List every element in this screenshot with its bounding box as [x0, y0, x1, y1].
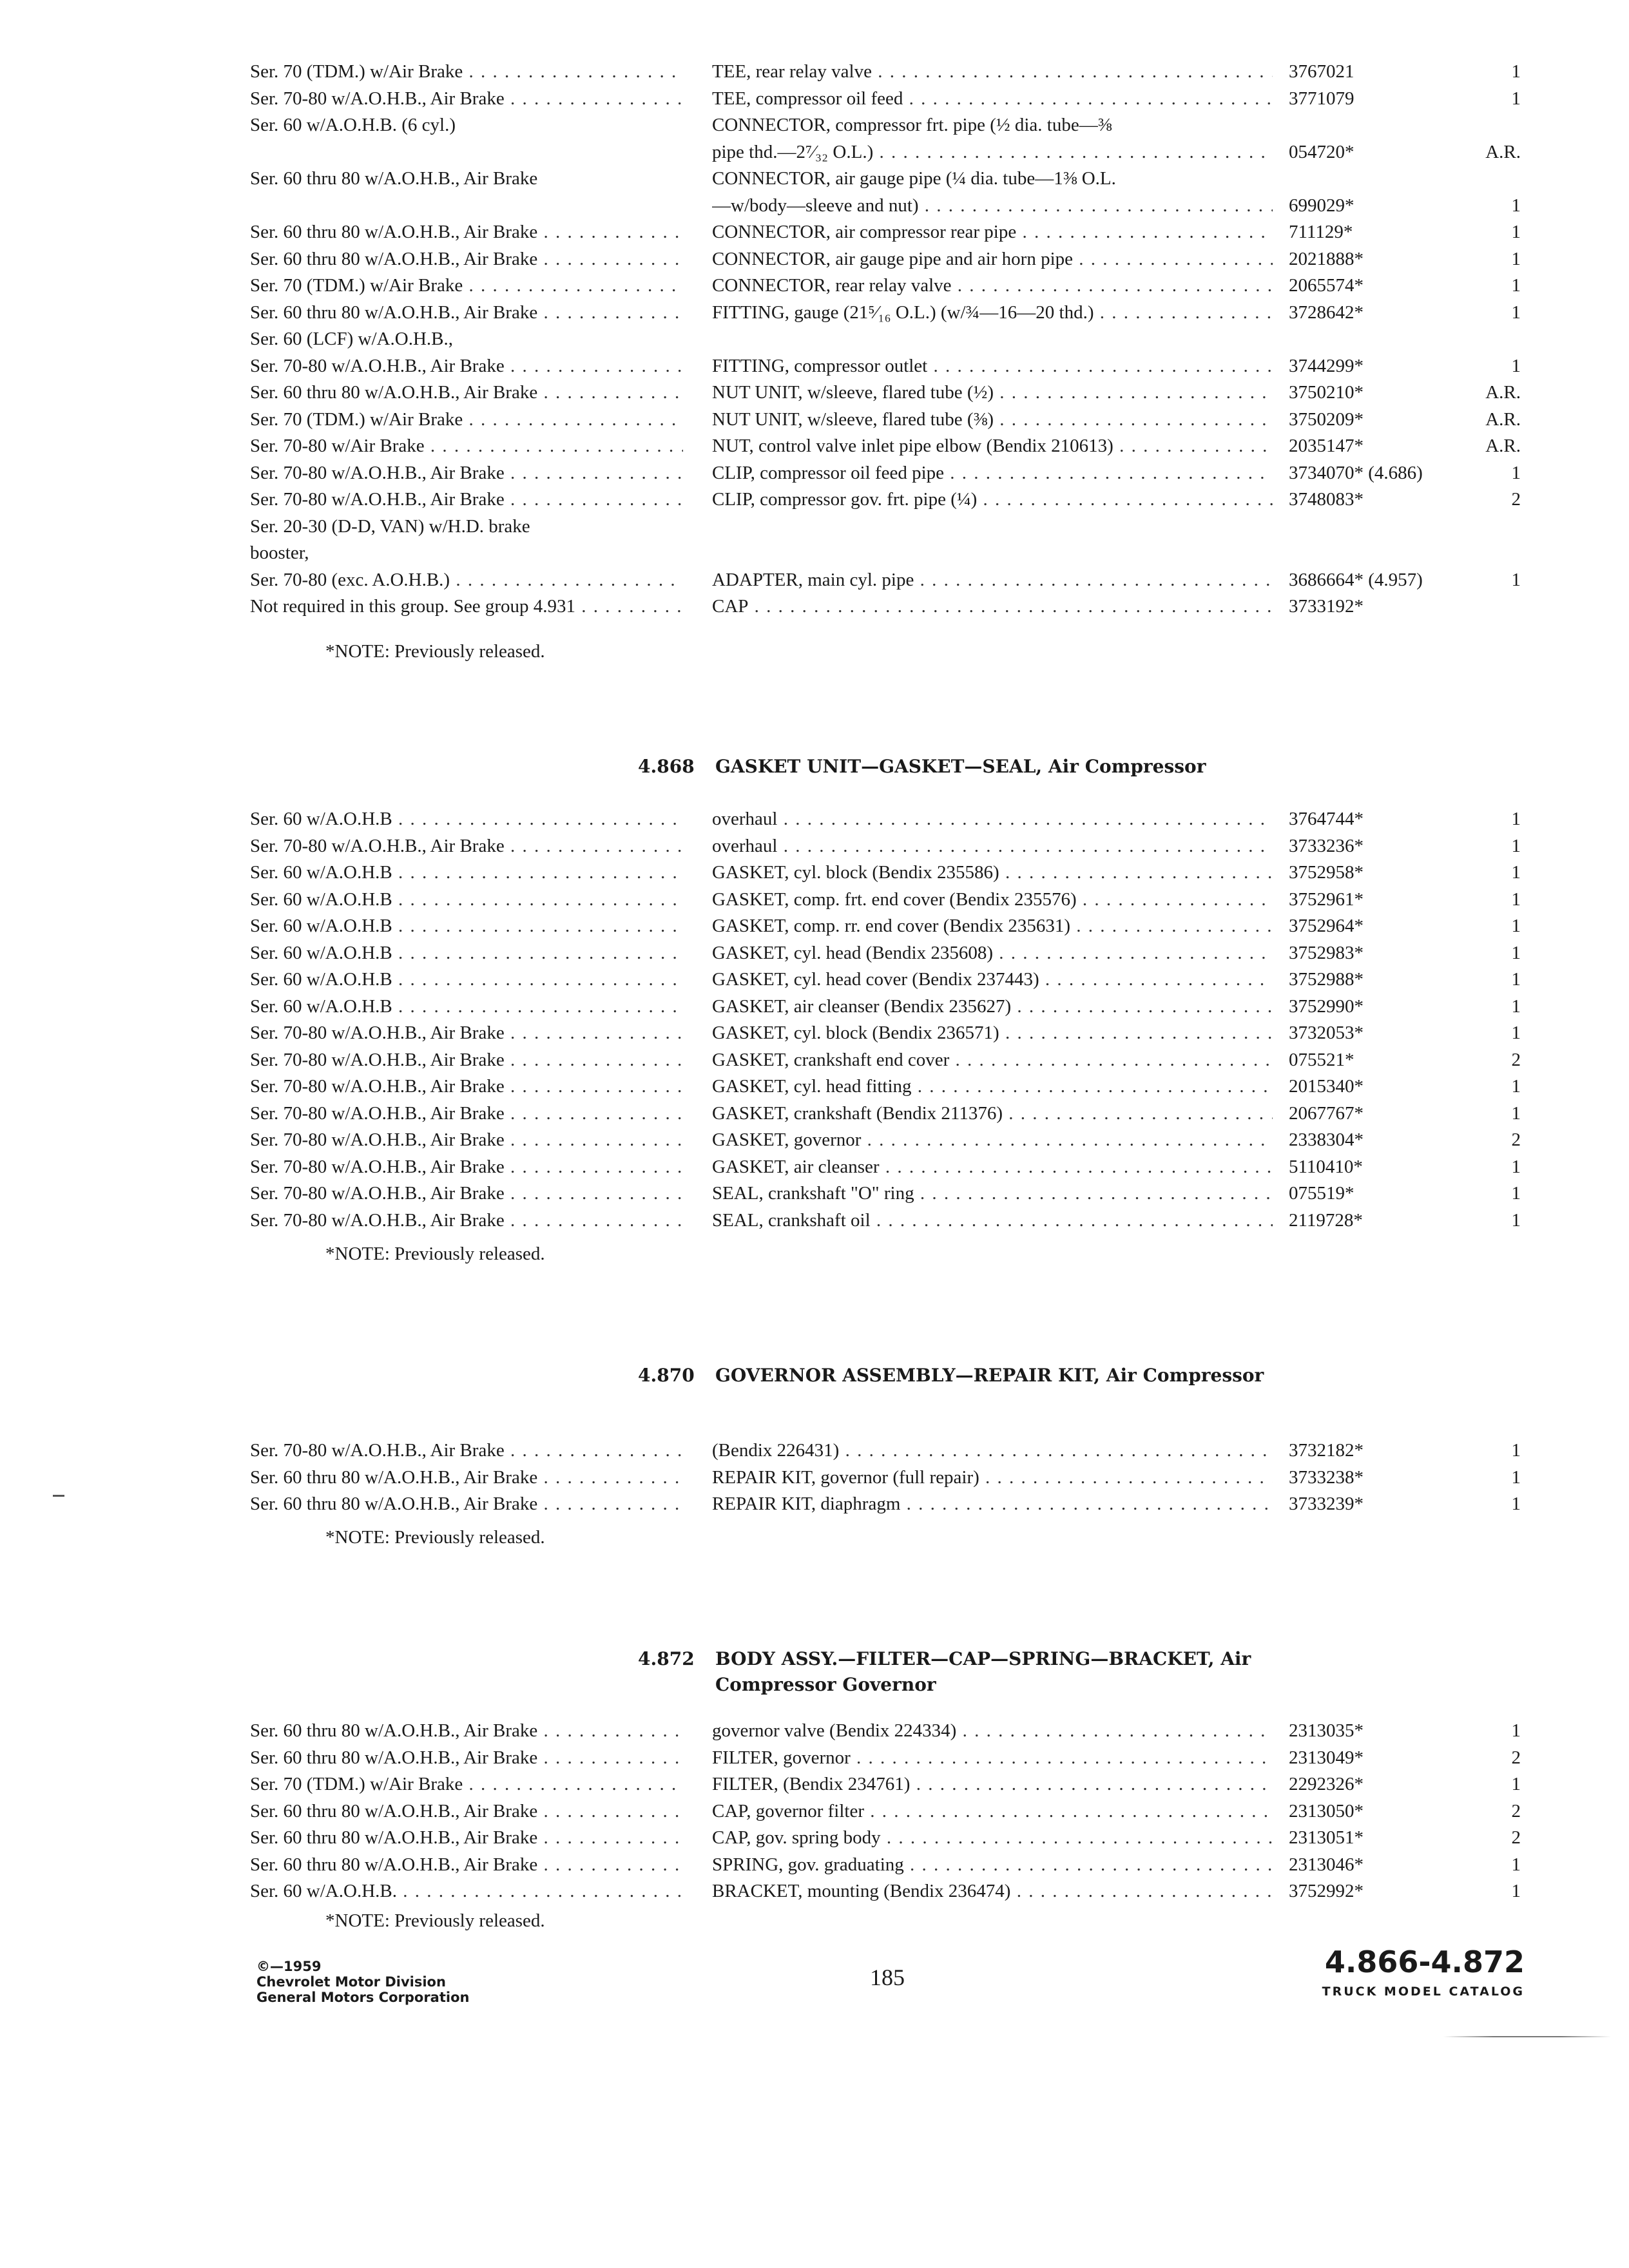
part-number: 3734070* (4.686)	[1289, 463, 1423, 483]
part-number: 3752988*	[1289, 969, 1364, 990]
catalog-title: TRUCK MODEL CATALOG	[1322, 1984, 1525, 1999]
parts-row	[0, 58, 1629, 85]
applicability: Ser. 70-80 w/A.O.H.B., Air Brake . . .	[250, 832, 683, 860]
previously-released-note: *NOTE: Previously released.	[325, 1527, 545, 1548]
quantity: 1	[1511, 969, 1521, 990]
part-description: TEE, rear relay valve . . .	[712, 58, 1273, 85]
applicability: Ser. 70 (TDM.) w/Air Brake . . .	[250, 406, 683, 433]
applicability: Ser. 70-80 w/A.O.H.B., Air Brake . . .	[250, 1207, 683, 1234]
part-description: CLIP, compressor gov. frt. pipe (¼) . . .	[712, 486, 1273, 513]
applicability: Ser. 70-80 w/A.O.H.B., Air Brake . . .	[250, 1126, 683, 1153]
quantity: 1	[1511, 809, 1521, 829]
part-description: governor valve (Bendix 224334) . . .	[712, 1717, 1273, 1744]
parts-row	[0, 85, 1629, 112]
applicability: Ser. 70-80 w/A.O.H.B., Air Brake . . .	[250, 1100, 683, 1127]
part-description: CONNECTOR, rear relay valve . . .	[712, 272, 1273, 299]
parts-row	[0, 805, 1629, 832]
applicability: Ser. 60 thru 80 w/A.O.H.B., Air Brake . . .	[250, 379, 683, 406]
part-number: 3744299*	[1289, 356, 1364, 376]
part-description: CONNECTOR, air compressor rear pipe . . .	[712, 218, 1273, 245]
applicability: Ser. 70 (TDM.) w/Air Brake . . .	[250, 272, 683, 299]
parts-row	[0, 1744, 1629, 1771]
part-number: 2021888*	[1289, 249, 1364, 269]
part-description: FITTING, compressor outlet . . .	[712, 352, 1273, 380]
part-number: 3752961*	[1289, 889, 1364, 910]
applicability: Ser. 70-80 w/Air Brake . . .	[250, 432, 683, 459]
parts-row	[0, 139, 1629, 166]
part-description: TEE, compressor oil feed . . .	[712, 85, 1273, 112]
quantity: 1	[1511, 222, 1521, 242]
section-number: 4.870	[638, 1365, 695, 1386]
part-description: NUT UNIT, w/sleeve, flared tube (⅜) . . .	[712, 406, 1273, 433]
part-description: ADAPTER, main cyl. pipe . . .	[712, 566, 1273, 593]
parts-row	[0, 1100, 1629, 1127]
applicability: Ser. 60 w/A.O.H.B . . .	[250, 805, 683, 832]
part-number: 2292326*	[1289, 1774, 1364, 1794]
part-description: GASKET, comp. rr. end cover (Bendix 235631) . . .	[712, 912, 1273, 939]
applicability: Ser. 60 thru 80 w/A.O.H.B., Air Brake . . .	[250, 1798, 683, 1825]
parts-row	[0, 111, 1629, 139]
parts-row	[0, 1878, 1629, 1905]
applicability: Ser. 70-80 w/A.O.H.B., Air Brake . . .	[250, 352, 683, 380]
group-range: 4.866-4.872	[1324, 1945, 1525, 1979]
part-description: —w/body—sleeve and nut) . . .	[712, 192, 1273, 219]
applicability: Ser. 60 w/A.O.H.B. (6 cyl.)	[250, 115, 456, 135]
part-description: FILTER, (Bendix 234761) . . .	[712, 1771, 1273, 1798]
part-description: GASKET, air cleanser (Bendix 235627) . . .	[712, 993, 1273, 1020]
part-description: CONNECTOR, air gauge pipe and air horn pipe . . .	[712, 245, 1273, 273]
part-description: pipe thd.—2⁷⁄₃₂ O.L.) . . .	[712, 139, 1273, 166]
previously-released-note: *NOTE: Previously released.	[325, 1910, 545, 1931]
applicability: Ser. 70-80 w/A.O.H.B., Air Brake . . .	[250, 85, 683, 112]
applicability: Ser. 60 thru 80 w/A.O.H.B., Air Brake . . .	[250, 245, 683, 273]
part-description: GASKET, crankshaft end cover . . .	[712, 1046, 1273, 1073]
applicability: Ser. 70-80 w/A.O.H.B., Air Brake . . .	[250, 1180, 683, 1207]
part-description: FILTER, governor . . .	[712, 1744, 1273, 1771]
parts-row	[0, 1490, 1629, 1517]
part-description: GASKET, cyl. block (Bendix 235586) . . .	[712, 859, 1273, 886]
quantity: 1	[1511, 943, 1521, 963]
part-description: (Bendix 226431) . . .	[712, 1437, 1273, 1464]
applicability: Ser. 70-80 w/A.O.H.B., Air Brake . . .	[250, 486, 683, 513]
applicability: Ser. 70-80 w/A.O.H.B., Air Brake . . .	[250, 1019, 683, 1046]
applicability: Ser. 60 w/A.O.H.B . . .	[250, 859, 683, 886]
part-number: 2119728*	[1289, 1210, 1363, 1231]
section-title: BODY ASSY.—FILTER—CAP—SPRING—BRACKET, Air Compressor Governor	[715, 1648, 1251, 1695]
parts-row	[0, 352, 1629, 380]
part-number: 699029*	[1289, 195, 1354, 216]
applicability: Ser. 60 w/A.O.H.B. . . .	[250, 1878, 683, 1905]
parts-row	[0, 165, 1629, 192]
part-number: 3752964*	[1289, 916, 1364, 936]
parts-row	[0, 486, 1629, 513]
section-number: 4.868	[638, 756, 695, 777]
part-number: 3752992*	[1289, 1881, 1364, 1901]
quantity: 1	[1511, 1720, 1521, 1741]
applicability: Ser. 60 thru 80 w/A.O.H.B., Air Brake . . .	[250, 1851, 683, 1878]
part-number: 3733192*	[1289, 596, 1364, 617]
parts-row	[0, 272, 1629, 299]
quantity: 1	[1511, 916, 1521, 936]
parts-row	[0, 539, 1629, 566]
quantity: 1	[1511, 302, 1521, 323]
quantity: 1	[1511, 249, 1521, 269]
quantity: 2	[1511, 1050, 1521, 1070]
quantity: A.R.	[1485, 436, 1521, 456]
parts-row	[0, 299, 1629, 326]
part-number: 3686664* (4.957)	[1289, 570, 1423, 590]
part-number: 3732182*	[1289, 1440, 1364, 1461]
part-number: 711129*	[1289, 222, 1353, 242]
parts-row	[0, 993, 1629, 1020]
applicability: Ser. 70 (TDM.) w/Air Brake . . .	[250, 1771, 683, 1798]
part-description: GASKET, cyl. head fitting . . .	[712, 1073, 1273, 1100]
part-number: 2338304*	[1289, 1129, 1364, 1150]
applicability: Ser. 70 (TDM.) w/Air Brake . . .	[250, 58, 683, 85]
quantity: 1	[1511, 1854, 1521, 1875]
parts-row	[0, 192, 1629, 219]
quantity: 1	[1511, 570, 1521, 590]
page-number: 185	[870, 1965, 905, 1990]
quantity: 2	[1511, 1827, 1521, 1848]
quantity: 1	[1511, 836, 1521, 856]
part-number: 2313046*	[1289, 1854, 1364, 1875]
copyright-year: ©—1959	[256, 1959, 322, 1974]
part-description: CONNECTOR, air gauge pipe (¼ dia. tube—1⅜ O.L.	[712, 168, 1116, 189]
part-number: 3733238*	[1289, 1467, 1364, 1488]
quantity: 2	[1511, 1747, 1521, 1768]
part-number: 2035147*	[1289, 436, 1364, 456]
parts-row	[0, 1126, 1629, 1153]
part-description: CAP, governor filter . . .	[712, 1798, 1273, 1825]
parts-row	[0, 1464, 1629, 1491]
part-description: REPAIR KIT, diaphragm . . .	[712, 1490, 1273, 1517]
copyright-block	[256, 1959, 469, 2005]
quantity: 1	[1511, 275, 1521, 296]
part-description: BRACKET, mounting (Bendix 236474) . . .	[712, 1878, 1273, 1905]
parts-row	[0, 1073, 1629, 1100]
parts-row	[0, 939, 1629, 966]
part-number: 054720*	[1289, 142, 1354, 162]
part-number: 5110410*	[1289, 1157, 1363, 1177]
parts-row	[0, 1019, 1629, 1046]
applicability: Ser. 60 thru 80 w/A.O.H.B., Air Brake . . .	[250, 1490, 683, 1517]
section-title: GASKET UNIT—GASKET—SEAL, Air Compressor	[715, 756, 1206, 777]
parts-row	[0, 432, 1629, 459]
part-number: 2313035*	[1289, 1720, 1364, 1741]
quantity: 1	[1511, 195, 1521, 216]
parts-row	[0, 1180, 1629, 1207]
quantity: 1	[1511, 356, 1521, 376]
applicability: booster,	[250, 543, 309, 563]
part-number: 3728642*	[1289, 302, 1364, 323]
part-number: 3771079	[1289, 88, 1354, 109]
parts-row	[0, 1046, 1629, 1073]
part-number: 3764744*	[1289, 809, 1364, 829]
quantity: 1	[1511, 1076, 1521, 1097]
parts-row	[0, 406, 1629, 433]
quantity: 1	[1511, 1210, 1521, 1231]
part-description: REPAIR KIT, governor (full repair) . . .	[712, 1464, 1273, 1491]
applicability: Ser. 60 thru 80 w/A.O.H.B., Air Brake . . .	[250, 1464, 683, 1491]
part-description: CAP, gov. spring body . . .	[712, 1824, 1273, 1851]
applicability: Ser. 60 w/A.O.H.B . . .	[250, 912, 683, 939]
parts-row	[0, 1207, 1629, 1234]
quantity: 1	[1511, 889, 1521, 910]
parts-row	[0, 912, 1629, 939]
applicability: Ser. 70-80 (exc. A.O.H.B.) . . .	[250, 566, 683, 593]
part-number: 075519*	[1289, 1183, 1354, 1204]
applicability: Ser. 60 thru 80 w/A.O.H.B., Air Brake . . .	[250, 1824, 683, 1851]
part-number: 3750209*	[1289, 409, 1364, 430]
part-description: FITTING, gauge (21⁵⁄₁₆ O.L.) (w/¾—16—20 thd.) . . .	[712, 299, 1273, 326]
applicability: Ser. 70-80 w/A.O.H.B., Air Brake . . .	[250, 1046, 683, 1073]
parts-row	[0, 245, 1629, 273]
applicability: Ser. 60 (LCF) w/A.O.H.B.,	[250, 329, 453, 349]
quantity: A.R.	[1485, 382, 1521, 403]
part-number: 2313049*	[1289, 1747, 1364, 1768]
quantity: 1	[1511, 463, 1521, 483]
quantity: A.R.	[1485, 142, 1521, 162]
part-number: 3767021	[1289, 61, 1354, 82]
part-number: 2015340*	[1289, 1076, 1364, 1097]
part-description: GASKET, governor . . .	[712, 1126, 1273, 1153]
scan-edge-mark	[53, 1495, 64, 1497]
publisher-corporation: General Motors Corporation	[256, 1990, 470, 2005]
part-description: GASKET, cyl. head cover (Bendix 237443) . . .	[712, 966, 1273, 993]
parts-row	[0, 1437, 1629, 1464]
part-number: 3733236*	[1289, 836, 1364, 856]
parts-row	[0, 513, 1629, 540]
part-description: SPRING, gov. graduating . . .	[712, 1851, 1273, 1878]
part-description: SEAL, crankshaft oil . . .	[712, 1207, 1273, 1234]
applicability: Ser. 70-80 w/A.O.H.B., Air Brake . . .	[250, 1437, 683, 1464]
parts-row	[0, 1851, 1629, 1878]
applicability: Not required in this group. See group 4.931 . . .	[250, 593, 683, 620]
scan-edge-line	[1443, 2036, 1611, 2037]
part-description: CAP . . .	[712, 593, 1273, 620]
quantity: 2	[1511, 1801, 1521, 1821]
parts-row	[0, 1798, 1629, 1825]
applicability: Ser. 60 thru 80 w/A.O.H.B., Air Brake . . .	[250, 1717, 683, 1744]
parts-row	[0, 1717, 1629, 1744]
quantity: 1	[1511, 1023, 1521, 1043]
part-number: 2313051*	[1289, 1827, 1364, 1848]
part-number: 3752958*	[1289, 862, 1364, 883]
quantity: 1	[1511, 1103, 1521, 1124]
applicability: Ser. 20-30 (D-D, VAN) w/H.D. brake	[250, 516, 530, 537]
quantity: 1	[1511, 1157, 1521, 1177]
parts-row	[0, 325, 1629, 352]
parts-row	[0, 1771, 1629, 1798]
quantity: 1	[1511, 61, 1521, 82]
parts-row	[0, 566, 1629, 593]
previously-released-note: *NOTE: Previously released.	[325, 641, 545, 662]
part-number: 3733239*	[1289, 1494, 1364, 1514]
quantity: 1	[1511, 1440, 1521, 1461]
part-number: 3752990*	[1289, 996, 1364, 1017]
part-description: CLIP, compressor oil feed pipe . . .	[712, 459, 1273, 486]
quantity: 1	[1511, 88, 1521, 109]
quantity: A.R.	[1485, 409, 1521, 430]
part-number: 3732053*	[1289, 1023, 1364, 1043]
section-title: GOVERNOR ASSEMBLY—REPAIR KIT, Air Compressor	[715, 1365, 1264, 1386]
part-description: GASKET, crankshaft (Bendix 211376) . . .	[712, 1100, 1273, 1127]
part-number: 3748083*	[1289, 489, 1364, 510]
applicability: Ser. 60 thru 80 w/A.O.H.B., Air Brake . . .	[250, 218, 683, 245]
part-description: GASKET, cyl. head (Bendix 235608) . . .	[712, 939, 1273, 966]
previously-released-note: *NOTE: Previously released.	[325, 1244, 545, 1264]
quantity: 1	[1511, 1467, 1521, 1488]
part-number: 2065574*	[1289, 275, 1364, 296]
part-description: GASKET, cyl. block (Bendix 236571) . . .	[712, 1019, 1273, 1046]
part-description: CONNECTOR, compressor frt. pipe (½ dia. tube—⅜	[712, 115, 1112, 135]
part-description: overhaul . . .	[712, 805, 1273, 832]
part-description: GASKET, comp. frt. end cover (Bendix 235576) . . .	[712, 886, 1273, 913]
applicability: Ser. 60 thru 80 w/A.O.H.B., Air Brake . . .	[250, 1744, 683, 1771]
parts-row	[0, 1824, 1629, 1851]
part-number: 075521*	[1289, 1050, 1354, 1070]
quantity: 1	[1511, 996, 1521, 1017]
parts-row	[0, 459, 1629, 486]
section-number: 4.872	[638, 1648, 695, 1669]
parts-row	[0, 379, 1629, 406]
part-description: NUT, control valve inlet pipe elbow (Bendix 210613) . . .	[712, 432, 1273, 459]
quantity: 1	[1511, 1494, 1521, 1514]
part-number: 3752983*	[1289, 943, 1364, 963]
applicability: Ser. 60 w/A.O.H.B . . .	[250, 886, 683, 913]
applicability: Ser. 60 thru 80 w/A.O.H.B., Air Brake	[250, 168, 538, 189]
part-description: overhaul . . .	[712, 832, 1273, 860]
part-number: 3750210*	[1289, 382, 1364, 403]
parts-row	[0, 218, 1629, 245]
publisher-division: Chevrolet Motor Division	[256, 1974, 446, 1990]
part-number: 2067767*	[1289, 1103, 1364, 1124]
parts-row	[0, 832, 1629, 860]
quantity: 1	[1511, 1183, 1521, 1204]
applicability: Ser. 60 thru 80 w/A.O.H.B., Air Brake . . .	[250, 299, 683, 326]
parts-row	[0, 593, 1629, 620]
quantity: 1	[1511, 862, 1521, 883]
applicability: Ser. 70-80 w/A.O.H.B., Air Brake . . .	[250, 1153, 683, 1180]
applicability: Ser. 60 w/A.O.H.B . . .	[250, 939, 683, 966]
quantity: 1	[1511, 1774, 1521, 1794]
quantity: 2	[1511, 1129, 1521, 1150]
parts-row	[0, 859, 1629, 886]
part-description: NUT UNIT, w/sleeve, flared tube (½) . . .	[712, 379, 1273, 406]
applicability: Ser. 60 w/A.O.H.B . . .	[250, 993, 683, 1020]
part-description: SEAL, crankshaft "O" ring . . .	[712, 1180, 1273, 1207]
applicability: Ser. 60 w/A.O.H.B . . .	[250, 966, 683, 993]
parts-row	[0, 1153, 1629, 1180]
quantity: 1	[1511, 1881, 1521, 1901]
applicability: Ser. 70-80 w/A.O.H.B., Air Brake . . .	[250, 459, 683, 486]
parts-row	[0, 966, 1629, 993]
quantity: 2	[1511, 489, 1521, 510]
applicability: Ser. 70-80 w/A.O.H.B., Air Brake . . .	[250, 1073, 683, 1100]
part-number: 2313050*	[1289, 1801, 1364, 1821]
part-description: GASKET, air cleanser . . .	[712, 1153, 1273, 1180]
parts-row	[0, 886, 1629, 913]
